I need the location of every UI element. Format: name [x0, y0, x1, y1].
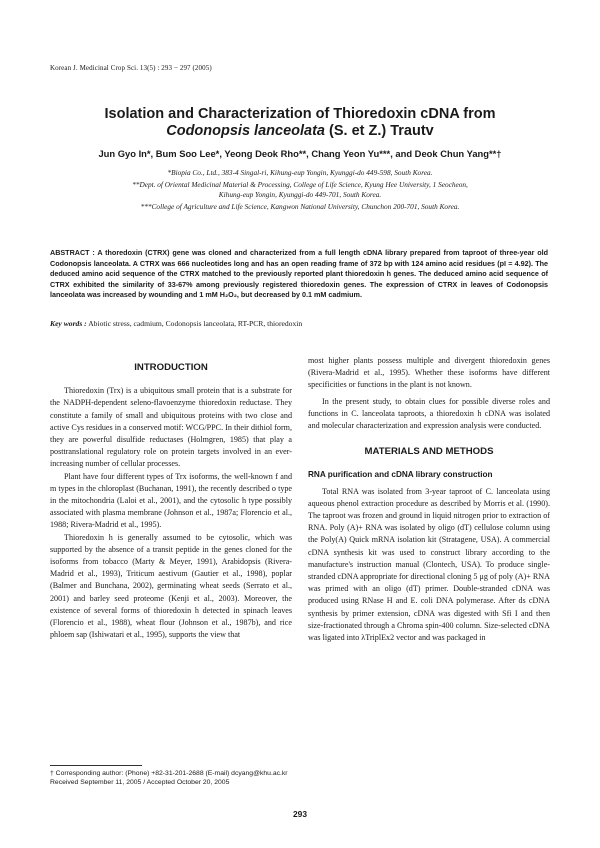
affiliation-2: **Dept. of Oriental Medicinal Material & Processing, College of Life Science, Kyung Hee University, 1 Seocheon,	[132, 180, 468, 189]
intro-paragraph-4: most higher plants possess multiple and divergent thioredoxin genes (Rivera-Madrid et al., 1995). Whether these isoforms have different specificities or functions in the plant is not known.	[308, 356, 550, 390]
affiliation-2-cont: Kihung-eup Yongin, Kyunggi-do 449-701, South Korea.	[218, 190, 382, 199]
abstract	[50, 248, 548, 301]
intro-paragraph-1: Thioredoxin (Trx) is a ubiquitous small protein that is a substrate for the NADPH-dependent seleno-flavoenzyme thioredoxin reductase. They constitute a family of small and ubiquitous proteins with two close and active Cys residues in a conserved motif: WCG/PPC. In their dithiol form, they are powerful disulfide reductases (Holmgren, 1985) that play a posttranslational regulatory role on protein targets involved in an ever-increasing number of cellular processes.	[50, 386, 292, 469]
received-dates: Received September 11, 2005 / Accepted October 20, 2005	[50, 779, 230, 786]
affiliation-3: ***College of Agriculture and Life Science, Kangwon National University, Chunchon 200-701, South Korea.	[140, 202, 460, 211]
keywords-text: Abiotic stress, cadmium, Codonopsis lanceolata, RT-PCR, thioredoxin	[88, 319, 303, 328]
footnote-rule	[50, 765, 142, 766]
footnote	[50, 769, 288, 787]
corresponding-author: † Corresponding author: (Phone) +82-31-201-2688 (E-mail) dcyang@khu.ac.kr	[50, 770, 288, 777]
journal-header: Korean J. Medicinal Crop Sci. 13(5) : 293 − 297 (2005)	[50, 64, 212, 72]
intro-heading: INTRODUCTION	[134, 362, 208, 373]
methods-subheading: RNA purification and cDNA library construction	[308, 470, 493, 480]
title-line1: Isolation and Characterization of Thioredoxin cDNA from	[104, 106, 496, 122]
methods-paragraph-1: Total RNA was isolated from 3-year taproot of C. lanceolata using aqueous phenol extraction procedure as described by Morris et al. (1990). The taproot was frozen and ground in liquid nitrogen prior to extraction of RNA. Poly (A)+ RNA was isolated by oligo (dT) cellulose column using the Poly(A) Quick mRNA isolation kit (Stratagene, USA). A commercial cDNA synthesis kit was used to construct library according to the manufacture's instruction manual (Clontech, USA). To produce single-stranded cDNA appropriate for directional cloning 5 μg of poly (A)+ RNA was primed with an oligo (dT) primer. Double-stranded cDNA was produced using RNase H and E. coli DNA polymerase. After ds cDNA synthesis by primer extension, cDNA was digested with Sfi I and then size-fractionated through a Chroma spin-400 column. Size-selected cDNA was ligated into λTriplEx2 vector and was packaged in	[308, 486, 550, 643]
affiliation-1: *Biopia Co., Ltd., 383-4 Singal-ri, Kihung-eup Yongin, Kyunggi-do 449-598, South Korea.	[167, 168, 433, 177]
author-list: Jun Gyo In*, Bum Soo Lee*, Yeong Deok Rho**, Chang Yeon Yu***, and Deok Chun Yang**†	[98, 148, 502, 159]
paper-title	[60, 106, 540, 140]
methods-heading: MATERIALS AND METHODS	[364, 446, 494, 458]
title-species: Codonopsis lanceolata	[166, 123, 325, 139]
right-column	[308, 355, 550, 644]
page-number: 293	[293, 809, 307, 819]
keywords-label: Key words :	[50, 319, 87, 328]
intro-paragraph-3: Thioredoxin h is generally assumed to be cytosolic, which was supported by the absence of a transit peptide in the genes cloned for the isoforms from tobacco (Marty & Meyer, 1991), Arabidopsis (Rivera-Madrid et al., 1993), Triticum aestivum (Gautier et al., 1998), poplar (Balmer and Bunchana, 2002), germinating wheat seeds (Serrato et al., 2001) and barley seed proteome (Kenji et al., 2003). Moreover, the existence of several forms of thioredoxin h detected in spinach leaves (Florencio et al., 1988), wheat flour (Johnson et al., 1987b), and rice phloem sap (Ishiwatari et al., 1995), supports the view that	[50, 532, 292, 640]
abstract-label: ABSTRACT :	[50, 248, 95, 257]
abstract-text: A thoredoxin (CTRX) gene was cloned and characterized from a full length cDNA library prepared from taproot of three-year old Codonopsis lanceolata. A CTRX was 666 nucleotides long and has an open reading frame of 372 bp with 124 amino acid residues (pI = 4.92). The deduced amino acid sequence of the CTRX matched to the previously reported plant thioredoxin h genes. The deduced amino acid sequence of CTRX exhibited the similarity of 33-67% among previously registered thioredoxin genes. The expression of CTRX in leaves of Codonopsis lanceolata was increased by wounding and 1 mM H₂O₂, but decreased by 0.1 mM cadmium.	[50, 248, 548, 300]
keywords	[50, 319, 550, 328]
intro-paragraph-2: Plant have four different types of Trx isoforms, the well-known f and m types in the chloroplast (Buchanan, 1991), the recently described o type in the mitochondria (Laloi et al., 2001), and the cytosolic h type possibly associated with plasma membrane (Johnson et al., 1987a; Florencio et al., 1988; Rivera-Madrid et al., 1995).	[50, 471, 292, 530]
intro-paragraph-5: In the present study, to obtain clues for possible diverse roles and functions in C. lanceolata taproots, a thioredoxin h cDNA was isolated and molecular characterization and expression analysis were conducted.	[308, 396, 550, 431]
left-column	[50, 352, 292, 641]
title-line2-tail: (S. et Z.) Trautv	[324, 123, 434, 139]
